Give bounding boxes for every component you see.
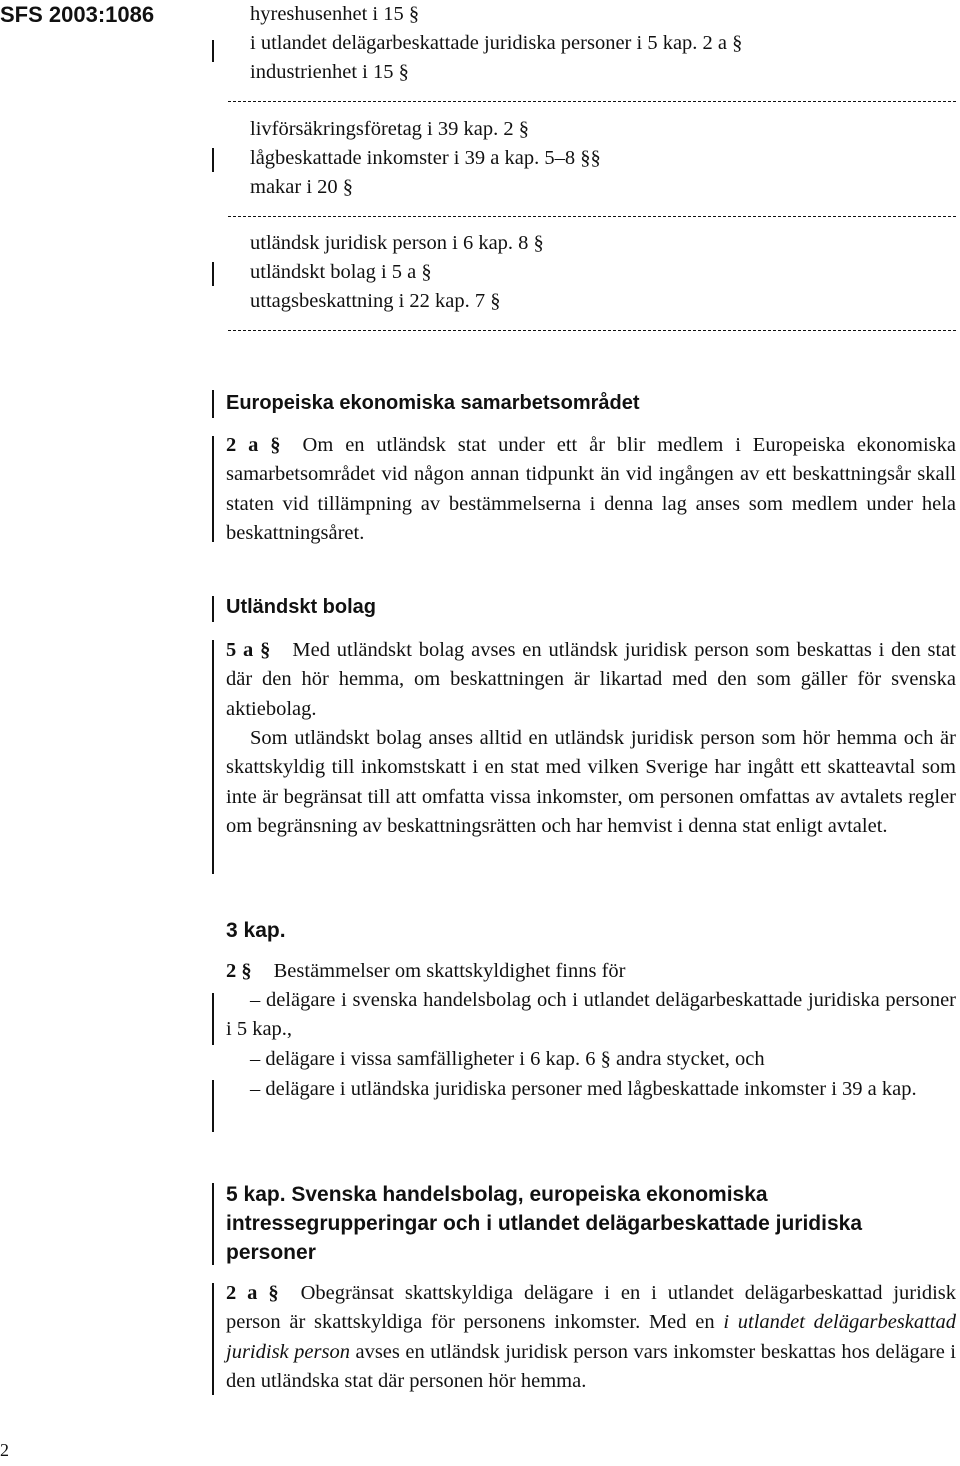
section-label: 5 a § bbox=[226, 639, 271, 661]
change-bar bbox=[212, 262, 214, 286]
index-entry: industrienhet i 15 § bbox=[250, 61, 409, 83]
paragraph-2a bbox=[226, 431, 956, 549]
change-bar bbox=[212, 436, 214, 542]
index-entry: lågbeskattade inkomster i 39 a kap. 5–8 §§ bbox=[250, 147, 601, 169]
defined-term: i utlandet delägarbeskattad juridisk person bbox=[226, 1311, 957, 1363]
change-bar bbox=[212, 993, 214, 1045]
change-bar bbox=[212, 1080, 214, 1132]
change-bar bbox=[212, 640, 214, 874]
index-entry: utländskt bolag i 5 a § bbox=[250, 261, 432, 283]
list-item: – delägare i vissa samfälligheter i 6 kap. 6 § andra stycket, och bbox=[250, 1048, 765, 1070]
paragraph-text: avses en utländsk juridisk person vars inkomster beskattas hos delägare i den utländska stat där personen hör hemma. bbox=[226, 1340, 956, 1393]
section-heading: Utländskt bolag bbox=[226, 596, 377, 618]
change-bar bbox=[212, 390, 214, 418]
index-entry: makar i 20 § bbox=[250, 176, 354, 198]
list-item: – delägare i utländska juridiska personer med lågbeskattade inkomster i 39 a kap. bbox=[250, 1078, 917, 1100]
index-entry: uttagsbeskattning i 22 kap. 7 § bbox=[250, 290, 501, 312]
paragraph-text: Bestämmelser om skattskyldighet finns för bbox=[273, 960, 626, 982]
dashed-separator bbox=[228, 101, 956, 102]
list-item: – delägare i svenska handelsbolag och i utlandet delägarbeskattade juridiska personer i 5 kap., bbox=[226, 989, 956, 1041]
change-bar bbox=[212, 596, 214, 622]
page-number: 2 bbox=[0, 1440, 9, 1460]
index-entry: livförsäkringsföretag i 39 kap. 2 § bbox=[250, 118, 529, 140]
section-label: 2 a § bbox=[226, 1282, 279, 1304]
change-bar bbox=[212, 148, 214, 172]
sfs-number: SFS 2003:1086 bbox=[0, 2, 155, 27]
index-entry: utländsk juridisk person i 6 kap. 8 § bbox=[250, 232, 544, 254]
chapter-title: 5 kap. Svenska handelsbolag, europeiska ekonomiska intressegrupperingar och i utlandet delägarbeskattade juridiska personer bbox=[226, 1183, 863, 1264]
section-label: 2 a § bbox=[226, 434, 281, 456]
paragraph-5a bbox=[226, 636, 956, 724]
paragraph-5a-second: Som utländskt bolag anses alltid en utländsk juridisk person som hör hemma och är skattskyldig till inkomstskatt i en stat med vilken Sverige har ingått ett skatteavtal som inte är begränsat till att omfatta vissa inkomster, om personen omfattas av avtalets regler om begränsning av beskattningsrätten och har hemvist i denna stat enligt avtalet. bbox=[226, 727, 956, 838]
section-heading: Europeiska ekonomiska samarbetsområdet bbox=[226, 392, 640, 414]
index-entry: hyreshusenhet i 15 § bbox=[250, 3, 420, 25]
change-bar bbox=[212, 1183, 214, 1265]
section-label: 2 § bbox=[226, 960, 252, 982]
paragraph-text: Obegränsat skattskyldiga delägare i en i utlandet delägarbeskattad juridisk person är skattskyldiga för personens inkomster. Med en bbox=[226, 1282, 956, 1334]
paragraph-5kap-2a bbox=[226, 1279, 956, 1397]
dashed-separator bbox=[228, 216, 956, 217]
paragraph-text: Med utländskt bolag avses en utländsk juridisk person som beskattas i den stat där den hör hemma, om beskattningen är likartad med den som gäller för svenska aktiebolag. bbox=[226, 639, 956, 720]
paragraph-text: Om en utländsk stat under ett år blir medlem i Europeiska ekonomiska samarbetsområdet vid någon annan tidpunkt än vid ingången av ett beskattningsår skall staten vid tillämpning av bestämmelserna i denna lag anses som medlem under hela beskattningsåret. bbox=[226, 434, 956, 545]
index-entry: i utlandet delägarbeskattade juridiska personer i 5 kap. 2 a § bbox=[250, 32, 743, 54]
dashed-separator bbox=[228, 330, 956, 331]
paragraph-2 bbox=[226, 957, 626, 986]
chapter-title: 3 kap. bbox=[226, 919, 286, 942]
change-bar bbox=[212, 40, 214, 62]
change-bar bbox=[212, 1283, 214, 1395]
